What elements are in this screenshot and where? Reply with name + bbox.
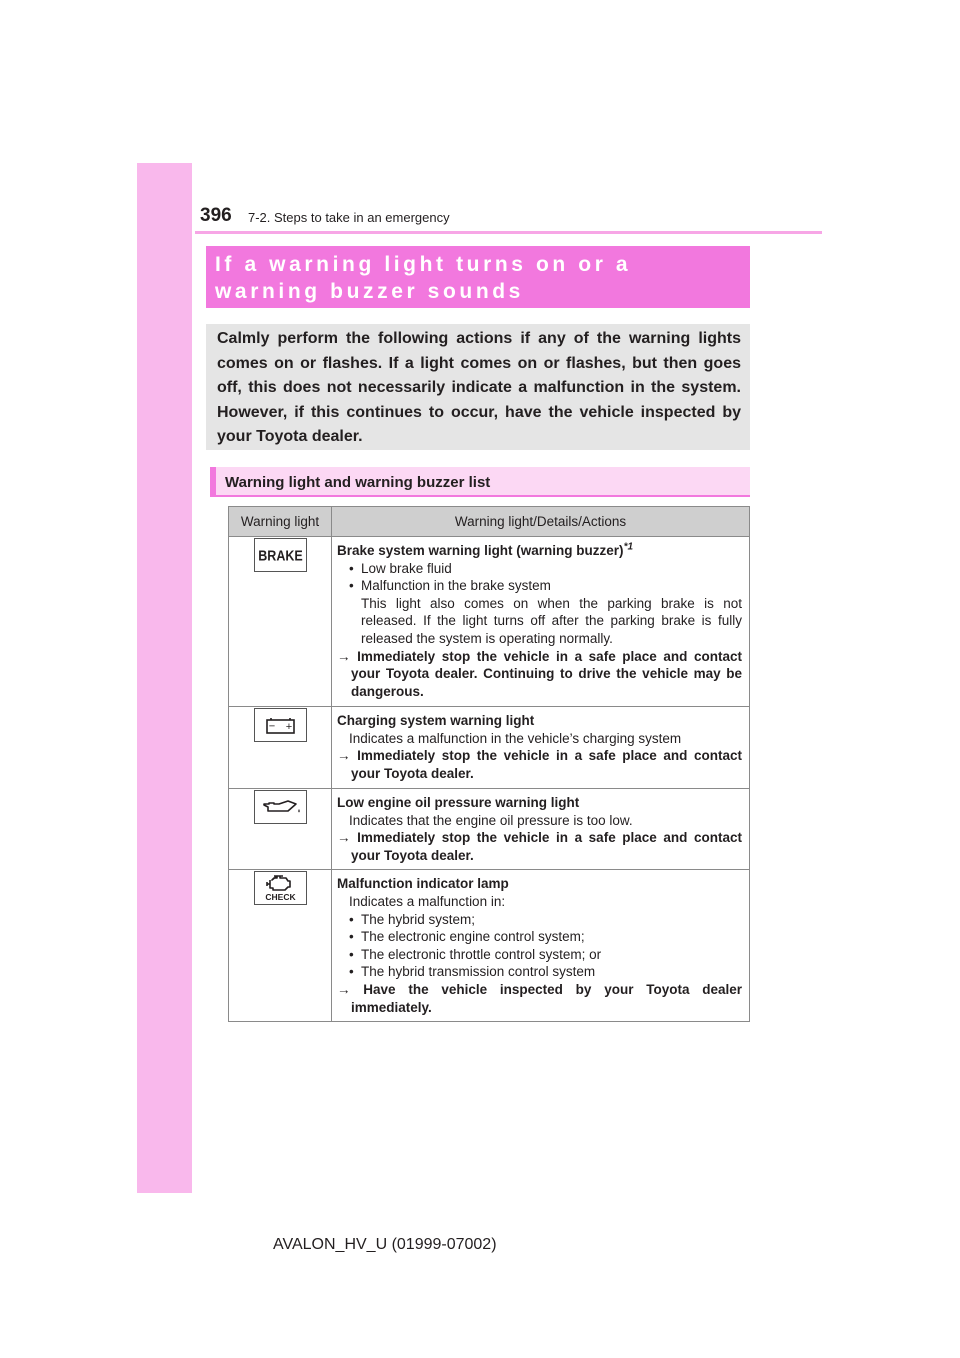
- subsection-header: [210, 467, 750, 497]
- icon-cell: [229, 789, 332, 870]
- list-item: • The electronic throttle control system; or: [349, 946, 602, 962]
- light-title: Charging system warning light: [337, 713, 535, 728]
- action-text: → Immediately stop the vehicle in a safe place and contact your Toyota dealer.: [337, 748, 742, 781]
- list-item: • Malfunction in the brake system: [349, 578, 551, 594]
- page-number: 396: [200, 205, 232, 226]
- detail-cell: [332, 537, 750, 707]
- table-row: [229, 707, 750, 789]
- battery-icon: [254, 708, 307, 742]
- table-header-row: [229, 507, 750, 537]
- header-divider: [195, 231, 822, 234]
- action-text: → Immediately stop the vehicle in a safe place and contact your Toyota dealer.: [337, 830, 742, 863]
- action-text: → Immediately stop the vehicle in a safe place and contact your Toyota dealer. Continuing to drive the vehicle may be dangerous.: [337, 648, 742, 699]
- icon-cell: [229, 870, 332, 1022]
- section-title: 7-2. Steps to take in an emergency: [248, 210, 450, 225]
- icon-cell: [229, 707, 332, 789]
- note-text: This light also comes on when the parking brake is not released. If the light turns off after the parking brake is fully released the system is operating normally.: [361, 595, 742, 646]
- footer-doc-code: AVALON_HV_U (01999-07002): [273, 1236, 497, 1253]
- oil-can-icon: [254, 790, 307, 824]
- detail-text: Indicates a malfunction in the vehicle’s charging system: [349, 730, 682, 746]
- detail-cell: [332, 870, 750, 1022]
- list-item: • Low brake fluid: [349, 560, 452, 576]
- svg-text:CHECK: CHECK: [264, 892, 296, 903]
- page-title: If a warning light turns on or a warning buzzer sounds: [215, 253, 632, 303]
- intro-text: Calmly perform the following actions if any of the warning lights comes on or flashes. If a light comes on or flashes, but then goes off, this does not necessarily indicate a malfunction in the system. However, if this continues to occur, have the vehicle inspected by your Toyota dealer.: [217, 330, 741, 445]
- subsection-marker: [210, 467, 216, 497]
- warning-light-table: [228, 506, 750, 1022]
- svg-text:−: −: [268, 720, 275, 733]
- list-item: • The hybrid transmission control system: [349, 964, 596, 980]
- action-text: → Have the vehicle inspected by your Toyota dealer immediately.: [337, 981, 742, 1015]
- light-title: Low engine oil pressure warning light: [337, 795, 580, 810]
- col-header-warning-light: Warning light: [229, 507, 332, 537]
- table-row: [229, 537, 750, 707]
- svg-text:+: +: [285, 721, 292, 733]
- detail-text: Indicates a malfunction in:: [349, 893, 506, 909]
- detail-cell: [332, 707, 750, 789]
- check-engine-icon: [254, 871, 307, 905]
- brake-icon: [254, 538, 307, 572]
- icon-cell: [229, 537, 332, 707]
- side-tab: [137, 163, 192, 1193]
- light-title: Brake system warning light (warning buzzer)$^{*1}$: [337, 541, 634, 558]
- page-title-banner: [206, 246, 750, 308]
- svg-text:BRAKE: BRAKE: [257, 547, 303, 564]
- list-item: • The electronic engine control system;: [349, 929, 585, 945]
- subsection-title: Warning light and warning buzzer list: [225, 474, 491, 491]
- intro-box: [206, 324, 750, 450]
- detail-cell: [332, 789, 750, 870]
- col-header-details: Warning light/Details/Actions: [332, 507, 750, 537]
- detail-text: Indicates that the engine oil pressure is too low.: [349, 812, 633, 828]
- table-row: [229, 789, 750, 870]
- list-item: • The hybrid system;: [349, 911, 476, 927]
- table-row: [229, 870, 750, 1022]
- light-title: Malfunction indicator lamp: [337, 876, 509, 892]
